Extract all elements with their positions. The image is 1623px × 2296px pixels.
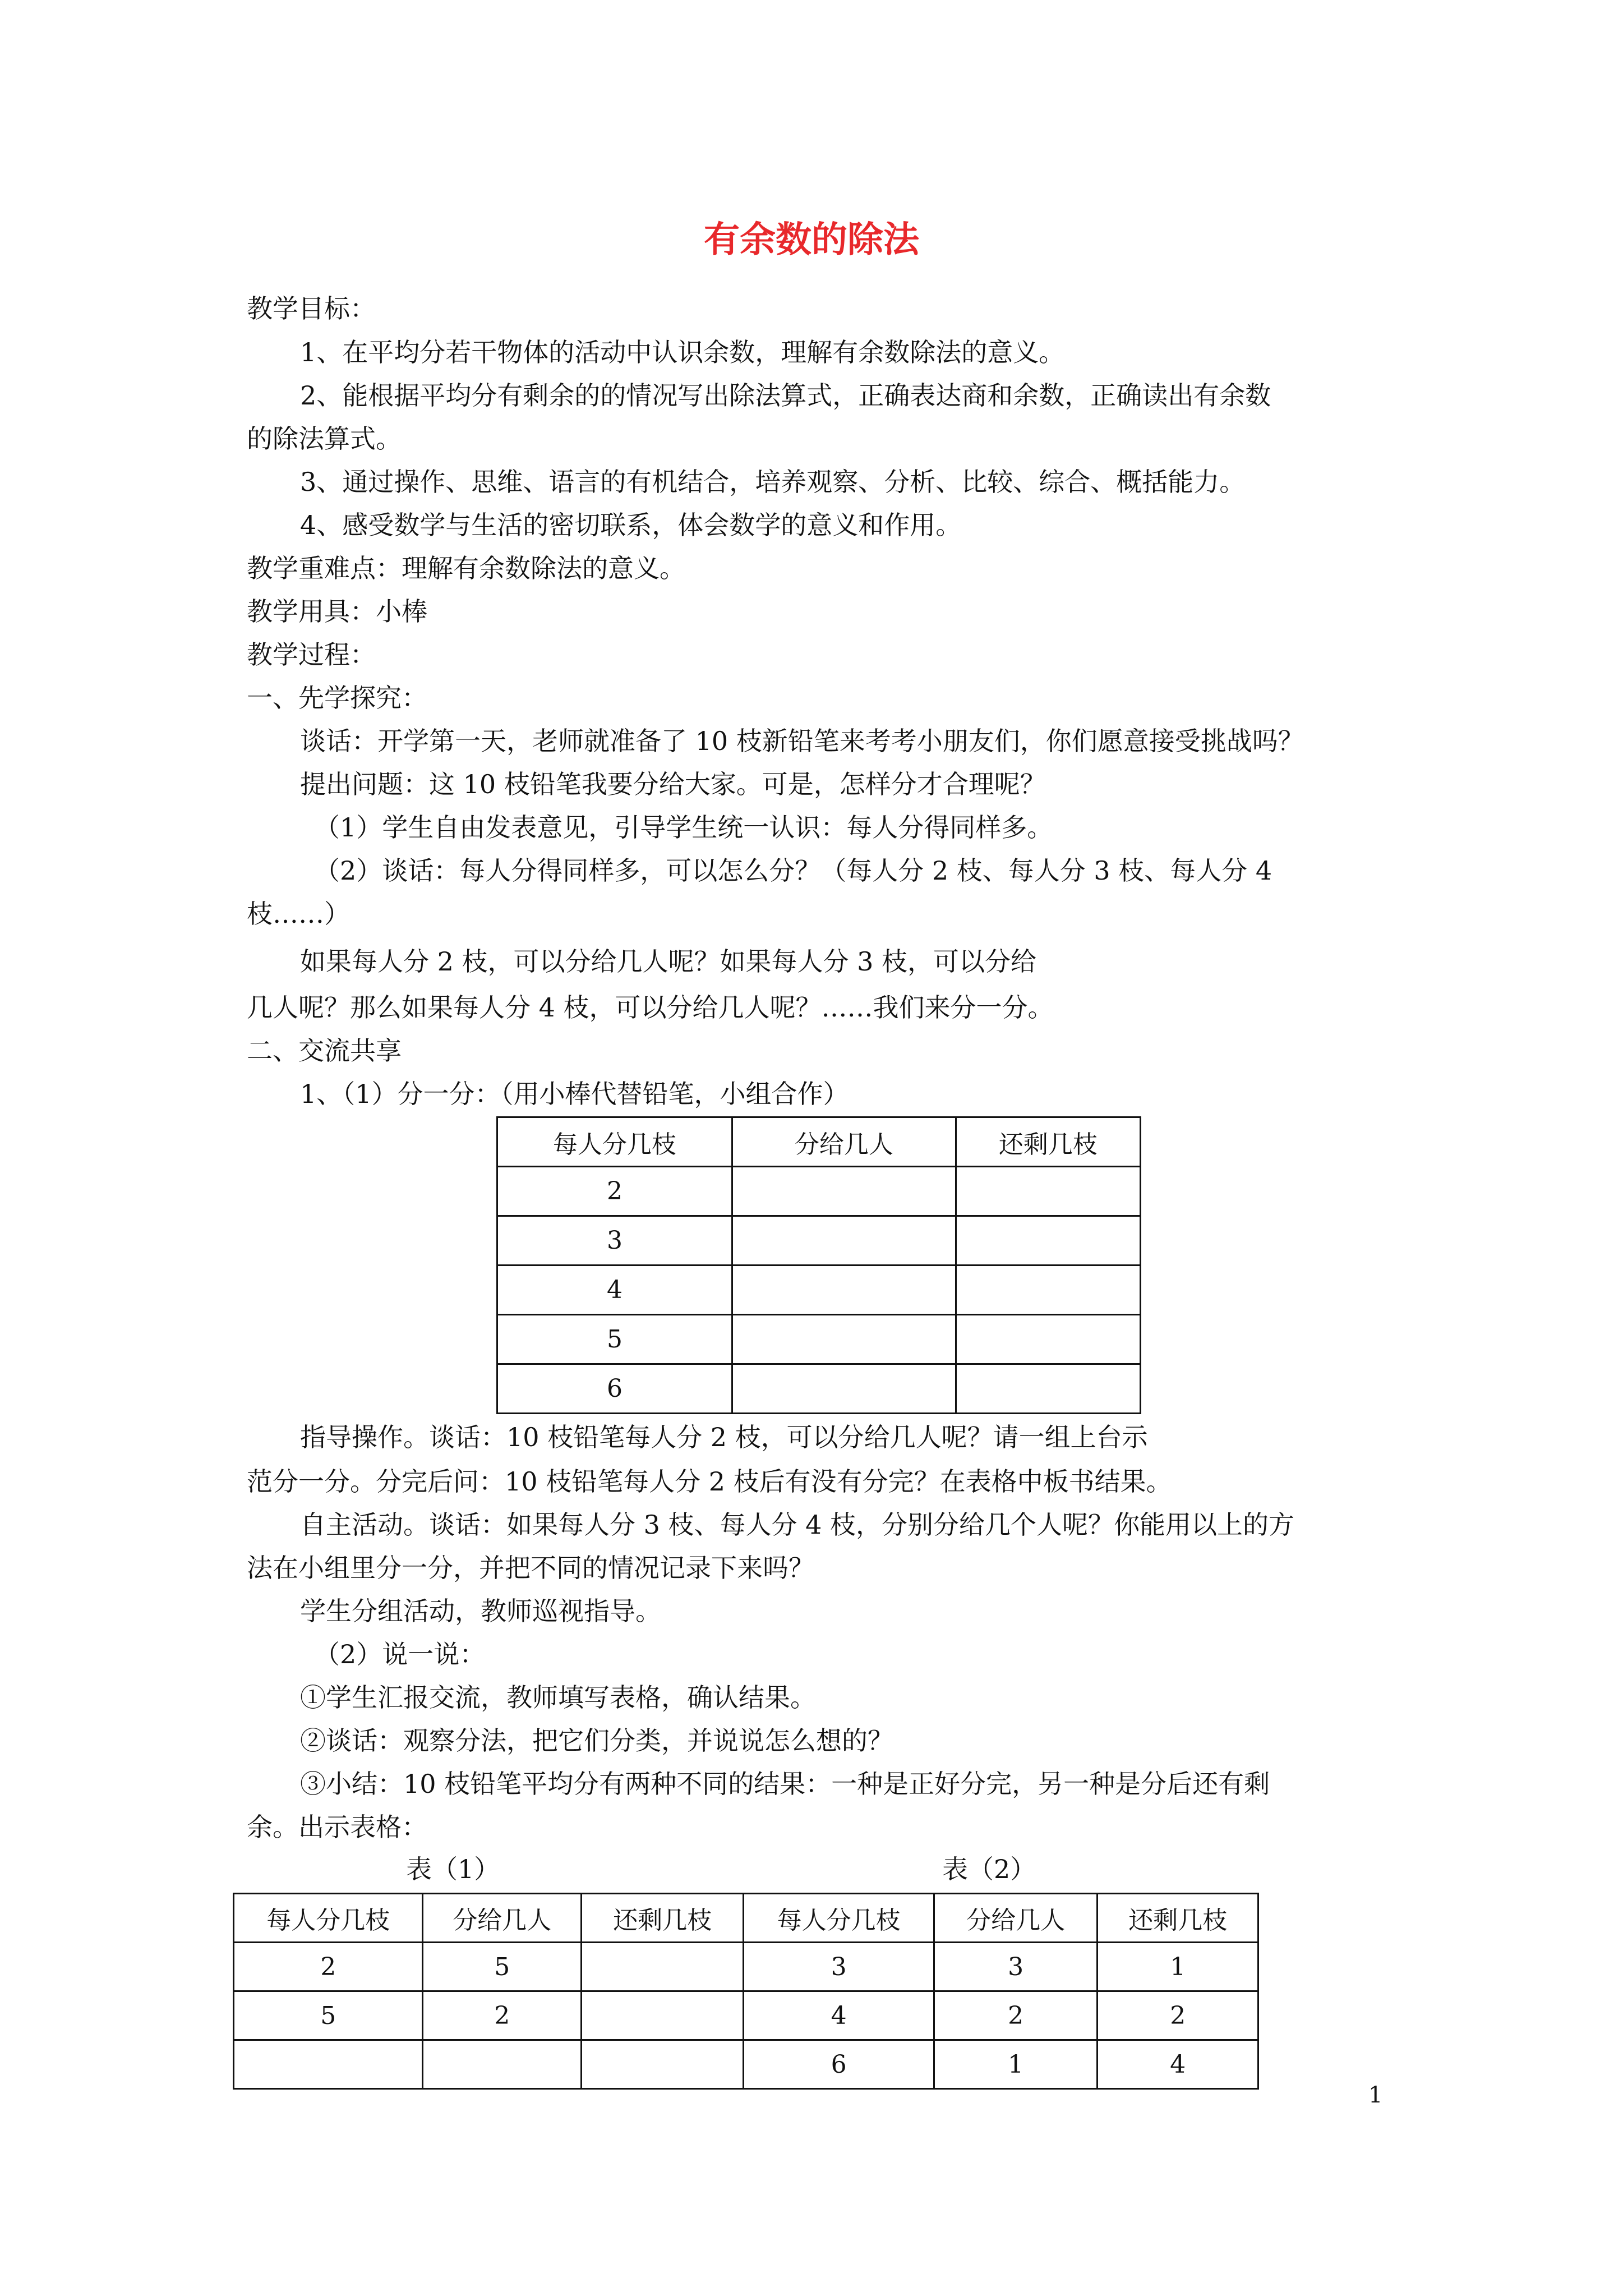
table-caption-1: 表（1） xyxy=(406,1854,500,1884)
text-line: ②谈话：观察分法，把它们分类，并说说怎么想的？ xyxy=(300,1726,893,1756)
table-cell xyxy=(234,2040,423,2089)
table-cell: 6 xyxy=(497,1364,732,1414)
text-line: 3、通过操作、思维、语言的有机结合，培养观察、分析、比较、综合、概括能力。 xyxy=(300,467,1246,497)
table-cell: 4 xyxy=(1098,2040,1258,2089)
table-cell xyxy=(956,1266,1140,1315)
text-line: 教学用具：小棒 xyxy=(247,596,427,627)
text-line: 学生分组活动，教师巡视指导。 xyxy=(300,1596,661,1626)
table-cell: 2 xyxy=(423,1991,582,2040)
division-practice-table xyxy=(496,1116,1141,1414)
table-cell: 2 xyxy=(1098,1991,1258,2040)
table-header-cell: 每人分几枝 xyxy=(497,1117,732,1167)
table-header-cell: 还剩几枝 xyxy=(581,1894,744,1943)
table-cell: 2 xyxy=(497,1167,732,1216)
table-cell: 4 xyxy=(744,1991,934,2040)
text-line: （2）说一说： xyxy=(314,1639,486,1669)
table-cell xyxy=(956,1364,1140,1414)
table-cell: 2 xyxy=(234,1943,423,1991)
table-header-cell: 每人分几枝 xyxy=(744,1894,934,1943)
division-result-table xyxy=(233,1893,1259,2090)
table-row xyxy=(497,1266,1141,1315)
table-row xyxy=(497,1364,1141,1414)
table-cell: 6 xyxy=(744,2040,934,2089)
table-cell xyxy=(956,1167,1140,1216)
table-cell xyxy=(732,1364,956,1414)
table-cell xyxy=(956,1315,1140,1364)
table-header-row xyxy=(234,1894,1258,1943)
text-line: 指导操作。谈话：10 枝铅笔每人分 2 枝，可以分给几人呢？请一组上台示 xyxy=(300,1422,1148,1452)
table-cell xyxy=(581,1991,744,2040)
page-number: 1 xyxy=(1368,2082,1383,2108)
table-cell: 1 xyxy=(934,2040,1098,2089)
text-line: （1）学生自由发表意见，引导学生统一认识：每人分得同样多。 xyxy=(314,812,1053,843)
table-cell: 1 xyxy=(1098,1943,1258,1991)
table-cell xyxy=(581,2040,744,2089)
text-line: 谈话：开学第一天，老师就准备了 10 枝新铅笔来考考小朋友们，你们愿意接受挑战吗？ xyxy=(300,726,1304,756)
table-row xyxy=(497,1167,1141,1216)
table-cell: 3 xyxy=(497,1216,732,1266)
table-row xyxy=(234,1991,1258,2040)
text-line: 法在小组里分一分，并把不同的情况记录下来吗？ xyxy=(247,1553,814,1583)
text-line: （2）谈话：每人分得同样多，可以怎么分？（每人分 2 枝、每人分 3 枝、每人分 4 xyxy=(314,855,1272,886)
text-line: 余。出示表格： xyxy=(247,1812,427,1842)
text-line: 教学过程： xyxy=(247,639,376,670)
table-header-cell: 还剩几枝 xyxy=(956,1117,1140,1167)
table-cell: 5 xyxy=(423,1943,582,1991)
table-header-cell: 还剩几枝 xyxy=(1098,1894,1258,1943)
table-header-cell: 分给几人 xyxy=(732,1117,956,1167)
table-row xyxy=(234,2040,1258,2089)
table-cell: 3 xyxy=(744,1943,934,1991)
document-title: 有余数的除法 xyxy=(704,219,919,261)
table-caption-2: 表（2） xyxy=(942,1854,1036,1884)
table-row xyxy=(497,1216,1141,1266)
text-line: 几人呢？那么如果每人分 4 枝，可以分给几人呢？……我们来分一分。 xyxy=(247,992,1054,1023)
table-cell: 5 xyxy=(234,1991,423,2040)
text-line: 二、交流共享 xyxy=(247,1036,402,1066)
text-line: ③小结：10 枝铅笔平均分有两种不同的结果：一种是正好分完，另一种是分后还有剩 xyxy=(300,1769,1270,1799)
text-line: ①学生汇报交流，教师填写表格，确认结果。 xyxy=(300,1682,816,1713)
text-line: 提出问题：这 10 枝铅笔我要分给大家。可是，怎样分才合理呢？ xyxy=(300,769,1046,799)
table-cell xyxy=(423,2040,582,2089)
table-cell: 2 xyxy=(934,1991,1098,2040)
text-line: 范分一分。分完后问：10 枝铅笔每人分 2 枝后有没有分完？在表格中板书结果。 xyxy=(247,1466,1172,1497)
table-cell: 4 xyxy=(497,1266,732,1315)
text-line: 教学重难点：理解有余数除法的意义。 xyxy=(247,553,685,583)
table-header-cell: 每人分几枝 xyxy=(234,1894,423,1943)
table-cell: 5 xyxy=(497,1315,732,1364)
text-line: 一、先学探究： xyxy=(247,683,427,713)
table-row xyxy=(234,1943,1258,1991)
table-header-cell: 分给几人 xyxy=(423,1894,582,1943)
text-line: 4、感受数学与生活的密切联系，体会数学的意义和作用。 xyxy=(300,510,962,540)
table-cell xyxy=(581,1943,744,1991)
table-cell xyxy=(732,1216,956,1266)
table-cell xyxy=(732,1266,956,1315)
text-line: 2、能根据平均分有剩余的的情况写出除法算式，正确表达商和余数，正确读出有余数 xyxy=(300,380,1271,411)
text-line: 如果每人分 2 枝，可以分给几人呢？如果每人分 3 枝，可以分给 xyxy=(300,946,1037,977)
table-cell: 3 xyxy=(934,1943,1098,1991)
table-cell xyxy=(732,1315,956,1364)
text-line: 教学目标： xyxy=(247,293,376,324)
table-row xyxy=(497,1315,1141,1364)
text-line: 的除法算式。 xyxy=(247,424,402,454)
table-header-cell: 分给几人 xyxy=(934,1894,1098,1943)
table-cell xyxy=(956,1216,1140,1266)
text-line: 自主活动。谈话：如果每人分 3 枝、每人分 4 枝，分别分给几个人呢？你能用以上的方 xyxy=(300,1510,1295,1540)
text-line: 1、在平均分若干物体的活动中认识余数，理解有余数除法的意义。 xyxy=(300,337,1065,367)
text-line: 1、（1）分一分：（用小棒代替铅笔，小组合作） xyxy=(300,1079,849,1109)
table-cell xyxy=(732,1167,956,1216)
table-header-row xyxy=(497,1117,1141,1167)
text-line: 枝……） xyxy=(247,899,350,929)
